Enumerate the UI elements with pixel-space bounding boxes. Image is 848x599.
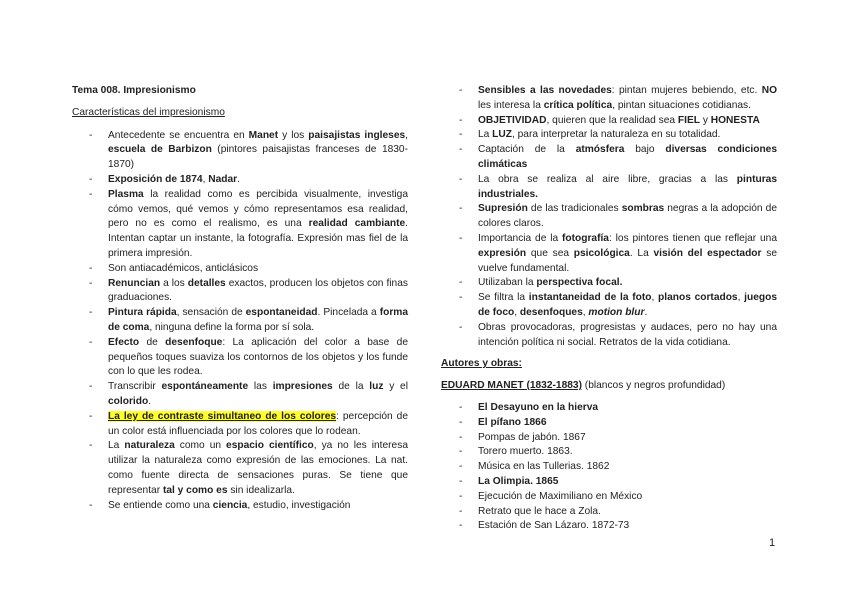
text-run: de (139, 336, 166, 348)
text-run: La obra se realiza al aire libre, gracias a las (478, 173, 737, 185)
text-run: Pompas de jabón. 1867 (478, 431, 586, 443)
text-run: bajo (624, 144, 666, 156)
list-item (441, 490, 777, 505)
text-run: Manet (248, 129, 279, 141)
list-item (441, 143, 777, 173)
text-run: La (478, 129, 493, 141)
text-run: , sensación de (176, 307, 246, 319)
text-run: : los pintores tienen que reflejar una (608, 232, 777, 244)
text-run: Supresión (478, 203, 528, 215)
text-run: que sea (526, 247, 574, 259)
characteristics-list (72, 129, 408, 514)
list-item (72, 277, 408, 307)
text-run: La (108, 440, 125, 452)
text-run: motion blur (588, 306, 645, 318)
list-item (441, 321, 777, 351)
list-item (72, 499, 408, 514)
text-run: NO (761, 85, 777, 96)
text-run: , ninguna define la forma por sí sola. (149, 321, 315, 333)
list-item (441, 431, 777, 446)
text-run: , (202, 173, 209, 185)
text-run: , (737, 292, 745, 304)
left-column (72, 84, 408, 513)
text-run: Se filtra la (478, 292, 529, 304)
list-item (72, 439, 408, 498)
text-run: Plasma (108, 188, 144, 200)
list-item (441, 202, 777, 232)
list-item (441, 475, 777, 490)
text-run: . (237, 173, 240, 185)
works-list (441, 401, 777, 534)
list-item (72, 306, 408, 336)
text-run: impresiones (272, 381, 333, 393)
text-run: las (248, 381, 273, 393)
text-run: , (651, 292, 659, 304)
artist-name: EDUARD MANET (1832-1883) (441, 380, 582, 392)
text-run: Son antiacadémicos, anticlásicos (108, 262, 259, 274)
text-run: sin idealizarla. (227, 484, 295, 496)
text-run: visión del espectador (653, 247, 762, 259)
text-run: Sensibles a las novedades (478, 85, 612, 96)
text-run: fotografía (562, 232, 609, 244)
text-run: LUZ (492, 129, 512, 141)
text-run: de las tradicionales (527, 203, 622, 215)
text-run: Retrato que le hace a Zola. (478, 505, 601, 517)
list-item (441, 128, 777, 143)
text-run: la realidad como es percibida visualmente, investiga cómo vemos, qué vemos y cómo representamos esa realidad, pero no es como el realismo, es una (108, 188, 408, 230)
text-run: luz (369, 381, 384, 393)
text-run: , pintan situaciones cotidianas. (612, 99, 751, 111)
text-run: . La (629, 247, 654, 259)
list-item (72, 173, 408, 188)
text-run: crítica política (543, 99, 613, 111)
text-run: : La aplicación del color a base de pequeños toques suaviza los contornos de los objetos y los funde con lo que les rodea. (108, 336, 408, 378)
text-run: detalles (187, 277, 226, 289)
text-run: y (699, 114, 711, 126)
artist-heading (441, 379, 777, 394)
list-item (72, 188, 408, 262)
list-item (441, 445, 777, 460)
list-item (72, 262, 408, 277)
text-run: como un (174, 440, 227, 452)
list-item (441, 416, 777, 431)
text-run: : percepción de un color está influenciada por los colores que lo rodean. (108, 410, 408, 437)
document-title: Tema 008. Impresionismo (72, 85, 196, 96)
text-run: perspectiva focal. (536, 277, 623, 289)
authors-heading: Autores y obras: (441, 358, 522, 370)
section-heading: Características del impresionismo (72, 107, 225, 119)
text-run: HONESTA (710, 114, 760, 126)
text-run: Pintura rápida (108, 307, 177, 319)
text-run: Obras provocadoras, progresistas y audaces, pero no hay una intención política ni social. Retratos de la vida cotidiana. (478, 321, 777, 348)
list-item (441, 84, 777, 114)
text-run: instantaneidad de la foto (528, 292, 652, 304)
right-column (441, 84, 777, 534)
list-item (441, 401, 777, 416)
text-run: La Olimpia. 1865 (478, 475, 559, 487)
text-run: negras a la adopción de colores claros. (478, 203, 777, 230)
page-number: 1 (769, 537, 776, 549)
list-item (441, 173, 777, 203)
text-run: . (148, 395, 152, 407)
text-run: expresión (478, 247, 527, 259)
text-run: se vuelve fundamental. (478, 247, 778, 274)
text-run: Nadar (208, 173, 238, 185)
text-run: Se entiende como una (108, 499, 213, 511)
text-run: (pintores paisajistas franceses de 1830-1870) (108, 144, 408, 171)
text-run: y el (383, 381, 408, 393)
text-run: Música en las Tullerias. 1862 (478, 461, 610, 473)
text-run: : pintan mujeres bebiendo, etc. (611, 85, 762, 96)
list-item (441, 114, 777, 129)
text-run: Estación de San Lázaro. 1872-73 (478, 520, 630, 532)
text-run: , quieren que la realidad sea (546, 114, 678, 126)
list-item (441, 505, 777, 520)
text-run: ciencia (212, 499, 248, 511)
text-run: Antecedente se encuentra en (108, 129, 249, 141)
characteristics-list-continued (441, 84, 777, 350)
text-run: y los (278, 129, 309, 141)
text-run: de la (332, 381, 370, 393)
text-run: FIEL (677, 114, 700, 126)
text-run: atmósfera (575, 144, 625, 156)
text-run: Captación de la (478, 144, 576, 156)
text-run: exactos, producen los objetos con finas graduaciones. (108, 277, 408, 304)
text-run: les interesa la (478, 99, 544, 111)
text-run: planos cortados (658, 292, 738, 304)
text-run: desenfoque (165, 336, 223, 348)
text-run: Utilizaban la (478, 277, 537, 289)
text-run: Exposición de 1874 (108, 173, 203, 185)
text-run: . Intentan captar un instante, la fotografía. Expresión mas fiel de la primera impresión. (108, 218, 408, 259)
list-item (441, 232, 777, 276)
text-run: espontaneidad (245, 307, 318, 319)
text-run: diversas condiciones climáticas (478, 144, 777, 170)
text-run: Torero muerto. 1863. (478, 446, 573, 458)
text-run: OBJETIVIDAD (478, 114, 547, 126)
text-run: El pífano 1866 (478, 416, 547, 428)
text-run: . (644, 306, 648, 318)
list-item (72, 336, 408, 380)
text-run: El Desayuno en la hierva (478, 401, 599, 413)
text-run: Efecto (108, 336, 140, 348)
text-run: Ejecución de Maximiliano en México (478, 490, 643, 502)
text-run: espacio científico (226, 440, 314, 452)
text-run: naturaleza (124, 440, 175, 452)
list-item (441, 519, 777, 534)
text-run: La ley de contraste simultaneo de los colores (108, 410, 337, 422)
text-run: escuela de Barbizon (108, 144, 212, 156)
list-item (72, 129, 408, 173)
text-run: Transcribir (108, 381, 162, 393)
list-item (441, 460, 777, 475)
text-run: tal y como es (162, 484, 228, 496)
text-run: Renuncian (108, 277, 161, 289)
text-run: . Pincelada a (317, 307, 380, 319)
artist-note: (blancos y negros profundidad) (581, 380, 726, 392)
text-run: realidad cambiante (308, 218, 406, 230)
text-run: , estudio, investigación (247, 499, 351, 511)
text-run: espontáneamente (161, 381, 249, 393)
text-run: colorido (108, 395, 149, 407)
list-item (72, 410, 408, 440)
list-item (441, 276, 777, 291)
text-run: , para interpretar la naturaleza en su totalidad. (511, 129, 721, 141)
text-run: , ya no les interesa utilizar la naturaleza como expresión de las emociones. La nat. como fuente directa de sensaciones puras. Se tiene que representar (108, 440, 408, 496)
list-item (72, 380, 408, 410)
text-run: , (582, 306, 589, 318)
list-item (441, 291, 777, 321)
text-run: forma de coma (108, 307, 409, 333)
text-run: Importancia de la (478, 232, 562, 244)
text-run: a los (160, 277, 188, 289)
text-run: juegos de foco (478, 292, 778, 318)
text-run: sombras (621, 203, 665, 215)
text-run: desenfoques (519, 306, 583, 318)
text-run: psicológica (573, 247, 630, 259)
text-run: paisajistas ingleses (308, 129, 406, 141)
text-run: , (405, 129, 409, 141)
text-run: , (514, 306, 520, 318)
text-run: pinturas industriales. (478, 173, 777, 200)
